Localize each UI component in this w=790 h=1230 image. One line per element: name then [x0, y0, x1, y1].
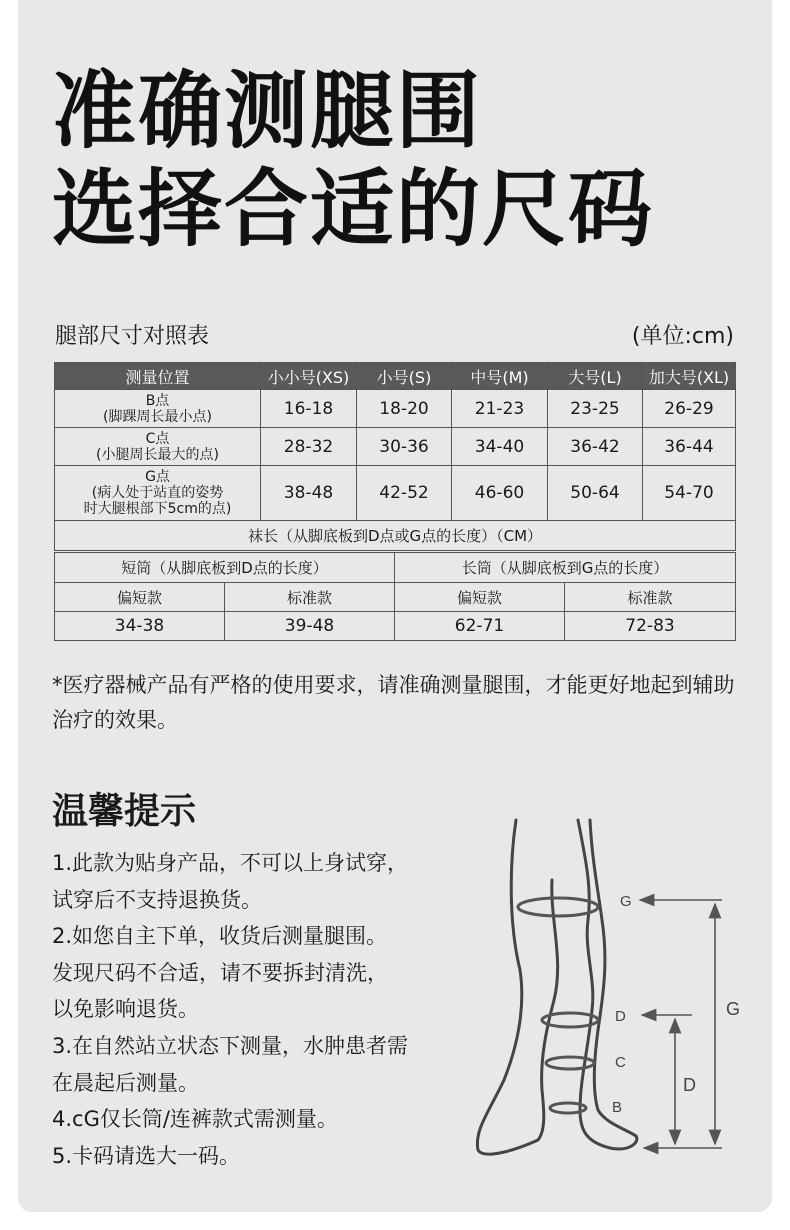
measure-label-g: G [726, 999, 741, 1019]
long-tube-header: 长筒（从脚底板到G点的长度） [395, 553, 736, 583]
point-label-c: C [615, 1054, 626, 1071]
table-cell: 16-18 [261, 390, 357, 428]
table-cell: 标准款 [225, 583, 395, 612]
tips-title: 温馨提示 [52, 791, 197, 832]
tip-line: 发现尺码不合适，请不要拆封清洗， [52, 960, 388, 985]
table-cell: 28-32 [261, 428, 357, 466]
tip-line: 试穿后不支持退换货。 [52, 887, 262, 912]
header-cell: 小小号(XS) [261, 363, 357, 390]
tip-line: 2.如您自主下单，收货后测量腿围。 [52, 924, 388, 949]
header-cell: 中号(M) [452, 363, 548, 390]
headline [52, 62, 654, 258]
table-row [55, 428, 736, 466]
sock-length-title: 袜长（从脚底板到D点或G点的长度）（CM） [55, 521, 736, 551]
tip-line: 1.此款为贴身产品，不可以上身试穿， [52, 851, 409, 875]
table-cell: 偏短款 [395, 583, 565, 612]
point-label-d: D [615, 1008, 626, 1025]
header-cell: 测量位置 [55, 363, 261, 390]
table-cell: 36-42 [548, 428, 643, 466]
table-cell: 21-23 [452, 390, 548, 428]
table-header-row [55, 363, 736, 390]
headline-line-1: 准确测腿围 [52, 62, 483, 160]
short-tube-header: 短筒（从脚底板到D点的长度） [55, 553, 395, 583]
measure-label-d: D [683, 1075, 696, 1095]
unit-label: (单位:cm) [631, 324, 734, 349]
tips-list [52, 845, 408, 1174]
row-label: B点 (脚踝周长最小点) [55, 390, 261, 428]
table-row [55, 466, 736, 521]
tip-line: 以免影响退货。 [52, 997, 199, 1022]
table-row [55, 612, 736, 641]
table-row [55, 521, 736, 551]
table-title: 腿部尺寸对照表 [55, 324, 210, 349]
table-cell: 26-29 [643, 390, 736, 428]
table-cell: 54-70 [643, 466, 736, 521]
length-table [54, 552, 736, 641]
point-label-b: B [612, 1099, 623, 1116]
table-row [55, 583, 736, 612]
table-cell: 偏短款 [55, 583, 225, 612]
table-cell: 38-48 [261, 466, 357, 521]
table-cell: 50-64 [548, 466, 643, 521]
table-cell: 30-36 [357, 428, 452, 466]
tip-line: 3.在自然站立状态下测量，水肿患者需 [52, 1033, 409, 1058]
header-cell: 加大号(XL) [643, 363, 736, 390]
table-cell: 23-25 [548, 390, 643, 428]
header-cell: 小号(S) [357, 363, 452, 390]
table-cell: 62-71 [395, 612, 565, 641]
table-cell: 36-44 [643, 428, 736, 466]
point-label-g: G [620, 893, 632, 910]
arrow-lines [640, 900, 722, 1148]
table-cell: 18-20 [357, 390, 452, 428]
table-cell: 42-52 [357, 466, 452, 521]
row-label: G点 (病人处于站直的姿势 时大腿根部下5cm的点) [55, 466, 261, 521]
headline-line-2: 选择合适的尺码 [52, 160, 655, 258]
table-cell: 34-40 [452, 428, 548, 466]
table-cell: 34-38 [55, 612, 225, 641]
table-row [55, 553, 736, 583]
table-cell: 72-83 [565, 612, 736, 641]
table-cell: 46-60 [452, 466, 548, 521]
medical-note: *医疗器械产品有严格的使用要求，请准确测量腿围，才能更好地起到辅助治疗的效果。 [52, 673, 735, 732]
tip-line: 5.卡码请选大一码。 [52, 1143, 241, 1168]
row-label: C点 (小腿周长最大的点) [55, 428, 261, 466]
leg-measurement-diagram [460, 810, 760, 1180]
table-cell: 39-48 [225, 612, 395, 641]
size-chart-table [54, 362, 736, 551]
tip-line: 在晨起后测量。 [52, 1070, 199, 1095]
table-row [55, 390, 736, 428]
tip-line: 4.cG仅长筒/连裤款式需测量。 [52, 1107, 338, 1132]
header-cell: 大号(L) [548, 363, 643, 390]
table-cell: 标准款 [565, 583, 736, 612]
